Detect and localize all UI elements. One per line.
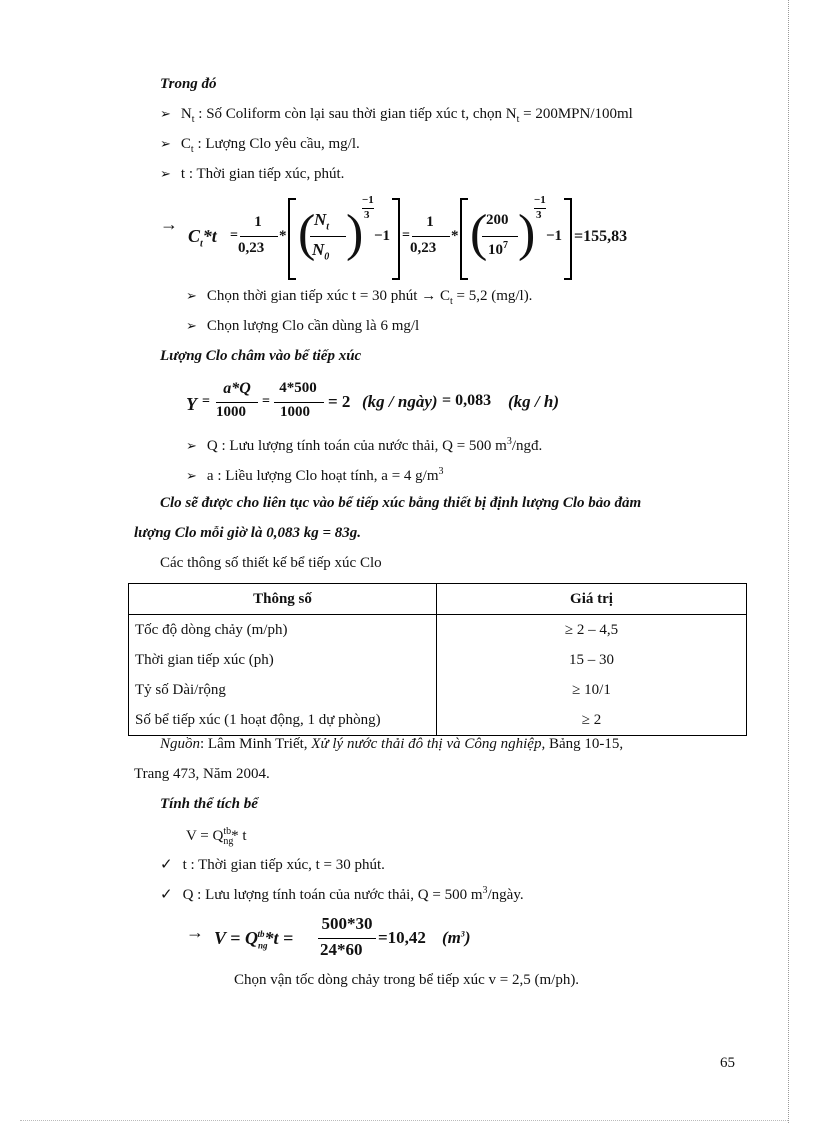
heading-volume: Tính thể tích bể xyxy=(160,796,258,812)
page-bottom-border xyxy=(20,1120,788,1121)
formula1-arrow: → xyxy=(160,214,178,234)
bullet-arrow-icon: ➢ xyxy=(160,166,171,181)
table-cell: Tỷ số Dài/rộng xyxy=(129,675,437,705)
formula1-lhs: $C_t*t$ xyxy=(188,226,217,250)
bullet-arrow-icon: ➢ xyxy=(186,468,197,483)
bullet-choose-time: ➢ Chọn thời gian tiếp xúc t = 30 phút → $C_t = 5,2$ (mg/l). xyxy=(186,288,533,307)
source-line2: Trang 473, Năm 2004. xyxy=(134,766,270,782)
bullet-t: ➢ t : Thời gian tiếp xúc, phút. xyxy=(160,166,345,182)
bullet-arrow-icon: ➢ xyxy=(186,318,197,333)
bullet-arrow-icon: ➢ xyxy=(160,106,171,121)
closing-text: Chọn vận tốc dòng chảy trong bể tiếp xúc v = 2,5 (m/ph). xyxy=(234,972,580,988)
bullet-ct: ➢ $C_t$ : Lượng Clo yêu cầu, mg/l. xyxy=(160,136,360,155)
page-right-border xyxy=(788,0,789,1123)
heading-clo-dose: Lượng Clo châm vào bể tiếp xúc xyxy=(160,348,362,364)
page-number: 65 xyxy=(720,1055,735,1071)
bullet-choose-clo: ➢ Chọn lượng Clo cần dùng là 6 mg/l xyxy=(186,318,420,334)
table-row xyxy=(129,675,747,705)
check-icon: ✓ xyxy=(160,887,173,903)
check-t: ✓ t : Thời gian tiếp xúc, t = 30 phút. xyxy=(160,857,385,873)
bullet-q: ➢ Q : Lưu lượng tính toán của nước thải, Q = 500 $m^3$/ngđ. xyxy=(186,436,543,454)
formula3: $V = Q_{ng}^{tb}*t$ = 500*30 24*60 =10,42 $(m^3)$ xyxy=(214,914,471,959)
formula3-arrow: → xyxy=(186,922,204,942)
table-cell: Thời gian tiếp xúc (ph) xyxy=(129,645,437,675)
bullet-nt: ➢ $N_t$ : Số Coliform còn lại sau thời gian tiếp xúc t, chọn $N_t = 200MPN/100ml$ xyxy=(160,106,633,125)
bullet-a: ➢ a : Liều lượng Clo hoạt tính, a = 4 $g/m^3$ xyxy=(186,466,444,484)
table-header-row xyxy=(129,584,747,615)
bullet-arrow-icon: ➢ xyxy=(160,136,171,151)
volume-formula: $V = Q_{ng}^{tb}*$ t xyxy=(186,826,247,847)
heading-trong-do: Trong đó xyxy=(160,76,217,92)
bold-para-line2: lượng Clo mỗi giờ là 0,083 kg = 83g. xyxy=(134,525,361,541)
formula2: Y = a*Q 1000 = 4*500 1000 = 2 (kg / ngày) = 0,083 (kg / h) xyxy=(186,380,559,420)
table-header-cell: Giá trị xyxy=(437,584,747,615)
bold-para-line1: Clo sẽ được cho liên tục vào bể tiếp xúc bằng thiết bị định lượng Clo bảo đảm xyxy=(160,495,642,511)
table-header-cell: Thông số xyxy=(129,584,437,615)
source-line1: Nguồn: Lâm Minh Triết, Xử lý nước thải đô thị và Công nghiệp, Bảng 10-15, xyxy=(160,736,624,752)
table-row xyxy=(129,705,747,736)
table-cell: ≥ 10/1 xyxy=(437,675,747,705)
bullet-arrow-icon: ➢ xyxy=(186,288,197,303)
formula1: $C_t*t$ = 1 0,23 * ( $N_t$ $N_0$ ) −1 3 −1 = 1 0,23 * ( 200 $10^7$ ) −1 3 −1 =155,83 xyxy=(186,198,626,280)
check-q: ✓ Q : Lưu lượng tính toán của nước thải, Q = 500 $m^3$/ngày. xyxy=(160,885,524,903)
table-cell: Tốc độ dòng chảy (m/ph) xyxy=(129,615,437,646)
table-cell: Số bể tiếp xúc (1 hoạt động, 1 dự phòng) xyxy=(129,705,437,736)
table-row xyxy=(129,645,747,675)
check-icon: ✓ xyxy=(160,857,173,873)
parameters-table xyxy=(128,583,747,736)
table-caption: Các thông số thiết kế bể tiếp xúc Clo xyxy=(160,555,382,571)
table-row xyxy=(129,615,747,646)
table-cell: 15 – 30 xyxy=(437,645,747,675)
table-cell: ≥ 2 xyxy=(437,705,747,736)
table-cell: ≥ 2 – 4,5 xyxy=(437,615,747,646)
bullet-arrow-icon: ➢ xyxy=(186,438,197,453)
